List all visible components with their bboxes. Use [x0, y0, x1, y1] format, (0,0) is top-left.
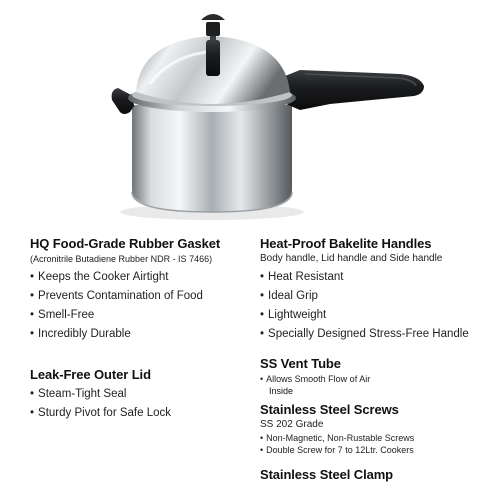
gasket-points [30, 268, 220, 344]
list-item: • Allows Smooth Flow of Air [260, 373, 370, 385]
list-item: • Incredibly Durable [30, 325, 220, 344]
pressure-cooker-image [0, 0, 500, 228]
vent-title: SS Vent Tube [260, 356, 341, 371]
handles-section [260, 236, 469, 344]
vent-section [260, 356, 370, 397]
vent-point-continued: Inside [269, 386, 294, 396]
handles-points [260, 268, 469, 344]
list-item: • Sturdy Pivot for Safe Lock [30, 404, 171, 423]
list-item: • Steam-Tight Seal [30, 385, 171, 404]
lid-points [30, 385, 171, 423]
list-item: • Non-Magnetic, Non-Rustable Screws [260, 432, 414, 444]
clamp-section [260, 467, 393, 482]
handles-subtitle: Body handle, Lid handle and Side handle [260, 253, 443, 264]
gasket-section [30, 236, 220, 344]
lid-section [30, 367, 171, 423]
list-item: • Prevents Contamination of Food [30, 287, 220, 306]
handles-title: Heat-Proof Bakelite Handles [260, 236, 432, 251]
list-item: • Keeps the Cooker Airtight [30, 268, 220, 287]
list-item: • Double Screw for 7 to 12Ltr. Cookers [260, 444, 414, 456]
screws-subtitle: SS 202 Grade [260, 419, 324, 430]
list-item: • Specially Designed Stress-Free Handle [260, 325, 469, 344]
list-item: • Ideal Grip [260, 287, 469, 306]
screws-section [260, 402, 414, 456]
clamp-title: Stainless Steel Clamp [260, 467, 394, 482]
screws-points [260, 432, 414, 456]
list-item: • Heat Resistant [260, 268, 469, 287]
screws-title: Stainless Steel Screws [260, 402, 399, 417]
gasket-title: HQ Food-Grade Rubber Gasket [30, 236, 221, 251]
list-item: • Lightweight [260, 306, 469, 325]
list-item: • Smell-Free [30, 306, 220, 325]
gasket-subtitle: (Acronitrile Butadiene Rubber NDR - IS 7466) [30, 254, 213, 264]
vent-points [260, 373, 370, 385]
lid-title: Leak-Free Outer Lid [30, 367, 151, 382]
